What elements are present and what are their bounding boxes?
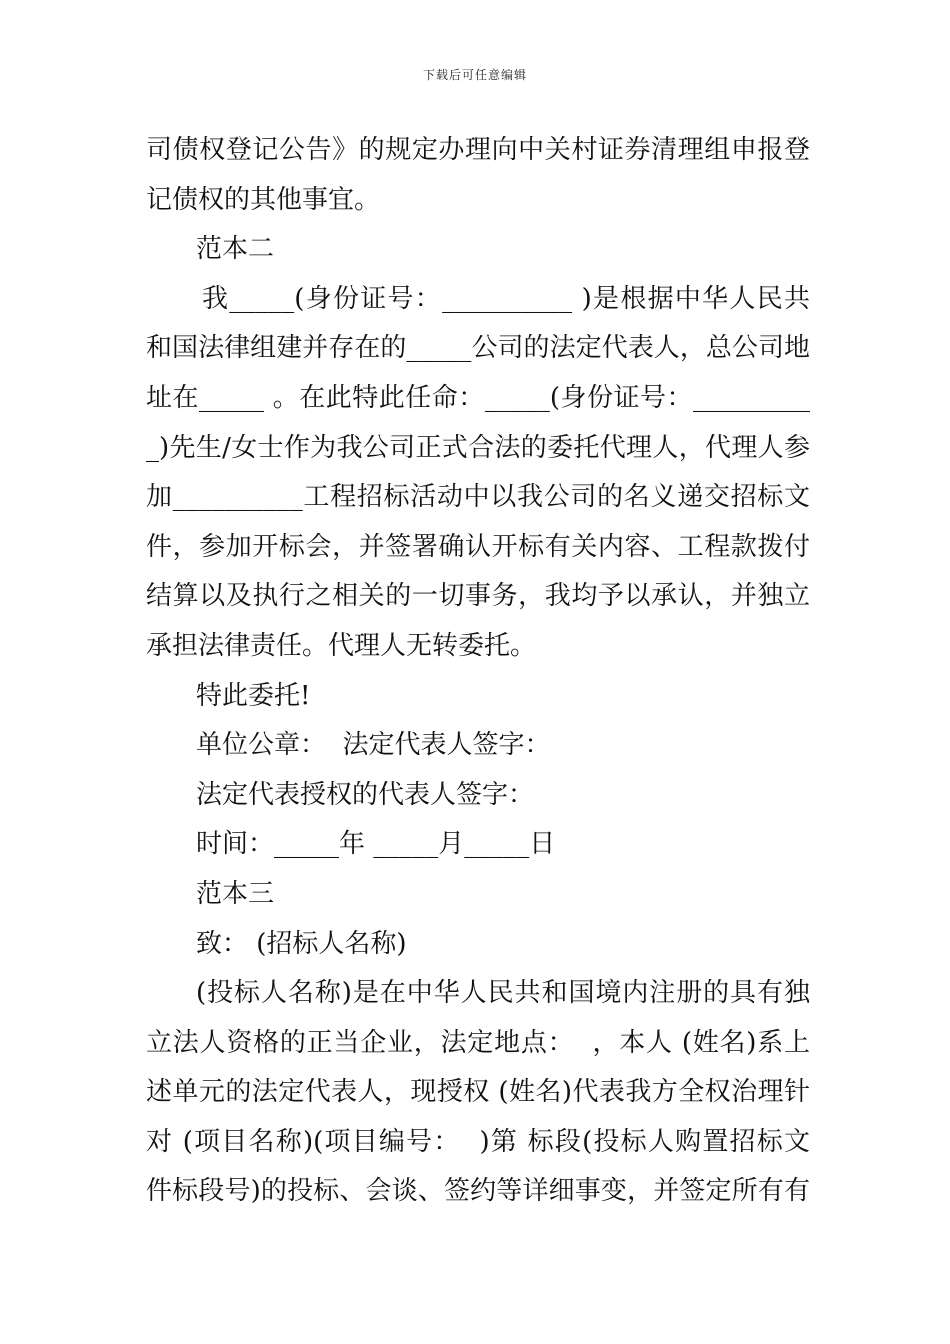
section-heading-template-2: 范本二 (196, 234, 275, 265)
text-line: 址在_____ 。在此特此任命：_____(身份证号：_________ (146, 382, 810, 413)
page-header-note: 下载后可任意编辑 (422, 68, 527, 82)
document-body (146, 126, 810, 1217)
entrustment-statement: 特此委托! (196, 680, 311, 711)
text-line: 对 (项目名称)(项目编号： )第 标段(投标人购置招标文 (146, 1126, 810, 1157)
addressee-line: 致： (招标人名称) (196, 928, 407, 959)
text-line: _)先生/女士作为我公司正式合法的委托代理人，代理人参 (146, 432, 810, 463)
text-line: 件，参加开标会，并签署确认开标有关内容、工程款拨付 (146, 531, 810, 562)
text-line: 司债权登记公告》的规定办理向中关村证券清理组申报登 (146, 135, 810, 165)
text-line: (投标人名称)是在中华人民共和国境内注册的具有独 (196, 978, 810, 1009)
representative-signature-line: 法定代表授权的代表人签字： (196, 779, 535, 810)
text-line: 和国法律组建并存在的_____公司的法定代表人，总公司地 (146, 333, 810, 364)
text-line: 承担法律责任。代理人无转委托。 (146, 630, 537, 661)
text-line: 结算以及执行之相关的一切事务，我均予以承认，并独立 (146, 581, 810, 612)
text-line: 述单元的法定代表人，现授权 (姓名)代表我方全权治理针 (146, 1077, 810, 1108)
seal-signature-line: 单位公章： 法定代表人签字： (196, 730, 551, 761)
text-line: 件标段号)的投标、会谈、签约等详细事变，并签定所有有 (146, 1176, 810, 1207)
date-line: 时间：_____年 _____月_____日 (196, 829, 556, 860)
text-line: 加__________工程招标活动中以我公司的名义递交招标文 (146, 482, 810, 513)
text-line: 记债权的其他事宜。 (146, 184, 381, 215)
text-line: 我_____(身份证号：__________ )是根据中华人民共 (202, 283, 810, 314)
section-heading-template-3: 范本三 (196, 878, 275, 909)
text-line: 立法人资格的正当企业，法定地点： ，本人 (姓名)系上 (146, 1027, 810, 1058)
